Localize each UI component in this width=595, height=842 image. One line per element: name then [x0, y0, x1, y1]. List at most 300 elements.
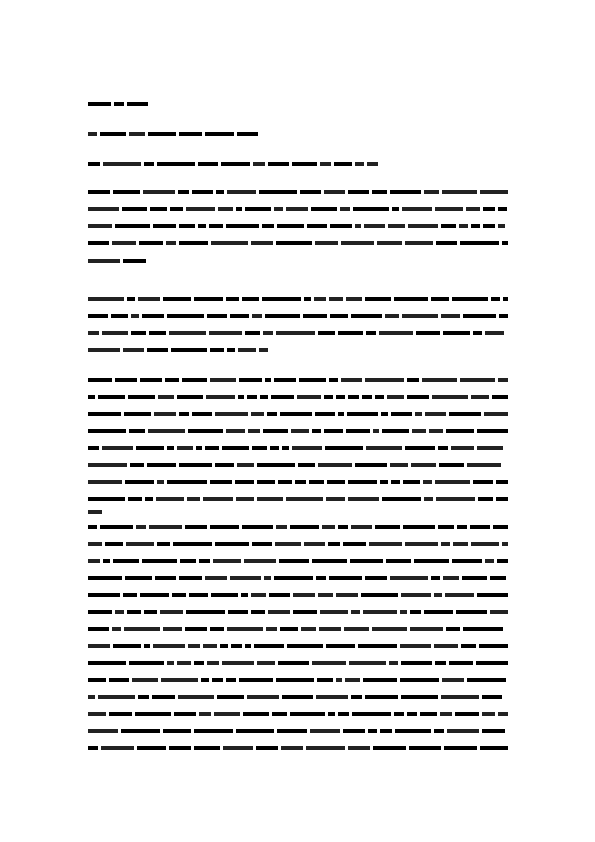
text-word-block: [153, 644, 185, 648]
text-line: [88, 240, 508, 245]
text-word-block: [411, 463, 436, 467]
text-word-block: [125, 480, 154, 484]
text-word-block: [422, 378, 457, 382]
text-word-block: [420, 712, 437, 716]
text-word-block: [341, 378, 362, 382]
text-word-block: [177, 395, 203, 399]
text-word-block: [351, 525, 372, 529]
text-word-block: [382, 497, 421, 501]
text-word-block: [326, 497, 345, 501]
text-word-block: [387, 395, 404, 399]
text-word-block: [223, 746, 253, 750]
text-word-block: [126, 542, 154, 546]
text-word-block: [128, 395, 155, 399]
text-word-block: [123, 259, 146, 263]
text-word-block: [328, 712, 335, 716]
text-word-block: [293, 610, 317, 614]
text-word-block: [245, 331, 260, 335]
text-word-block: [441, 314, 460, 318]
text-word-block: [400, 678, 439, 682]
text-word-block: [199, 712, 211, 716]
text-word-block: [391, 480, 400, 484]
text-word-block: [276, 678, 314, 682]
text-word-block: [201, 678, 209, 682]
text-word-block: [292, 162, 317, 166]
text-word-block: [348, 190, 369, 194]
text-word-block: [185, 525, 207, 529]
text-word-block: [414, 559, 449, 563]
text-word-block: [493, 525, 508, 529]
text-word-block: [304, 542, 325, 546]
text-word-block: [180, 559, 196, 563]
text-word-block: [196, 446, 202, 450]
text-word-block: [206, 395, 235, 399]
text-word-block: [442, 678, 464, 682]
text-word-block: [239, 378, 262, 382]
text-word-block: [355, 224, 361, 228]
text-word-block: [441, 224, 456, 228]
text-word-block: [251, 241, 273, 245]
text-word-block: [125, 576, 152, 580]
text-word-block: [218, 207, 233, 211]
text-word-block: [158, 395, 174, 399]
text-word-block: [278, 480, 292, 484]
text-word-block: [194, 297, 223, 301]
text-line: [88, 161, 378, 166]
text-word-block: [303, 314, 327, 318]
text-word-block: [436, 241, 457, 245]
text-word-block: [271, 395, 294, 399]
text-word-block: [338, 712, 349, 716]
text-word-block: [194, 746, 220, 750]
text-word-block: [203, 644, 217, 648]
text-word-block: [483, 207, 495, 211]
text-word-block: [365, 297, 391, 301]
text-word-block: [480, 190, 508, 194]
text-word-block: [112, 627, 121, 631]
text-word-block: [447, 729, 479, 733]
text-word-block: [324, 429, 343, 433]
text-word-block: [502, 241, 508, 245]
text-word-block: [227, 627, 263, 631]
text-word-block: [401, 695, 438, 699]
text-word-block: [365, 576, 387, 580]
text-word-block: [277, 224, 304, 228]
text-line: [88, 728, 508, 733]
text-word-block: [252, 446, 267, 450]
text-word-block: [213, 559, 241, 563]
text-word-block: [434, 644, 458, 648]
text-word-block: [211, 241, 248, 245]
text-word-block: [346, 297, 362, 301]
text-word-block: [171, 348, 207, 352]
text-word-block: [144, 610, 157, 614]
text-word-block: [139, 241, 163, 245]
text-word-block: [292, 446, 322, 450]
text-word-block: [318, 463, 352, 467]
text-word-block: [88, 241, 109, 245]
text-word-block: [215, 463, 234, 467]
text-word-block: [382, 429, 409, 433]
text-word-block: [496, 497, 508, 501]
text-word-block: [338, 331, 363, 335]
text-word-block: [131, 314, 139, 318]
text-word-block: [88, 348, 120, 352]
text-word-block: [441, 695, 479, 699]
text-word-block: [226, 297, 239, 301]
text-word-block: [348, 746, 370, 750]
text-word-block: [88, 259, 120, 263]
text-word-block: [369, 542, 402, 546]
text-word-block: [473, 331, 482, 335]
text-word-block: [179, 463, 212, 467]
text-word-block: [144, 644, 150, 648]
text-word-block: [334, 162, 352, 166]
text-word-block: [386, 559, 411, 563]
text-word-block: [343, 729, 365, 733]
text-word-block: [88, 627, 109, 631]
text-word-block: [394, 712, 404, 716]
text-word-block: [449, 661, 473, 665]
text-word-block: [497, 559, 508, 563]
text-word-block: [210, 348, 224, 352]
text-word-block: [446, 429, 474, 433]
text-word-block: [113, 559, 139, 563]
text-word-block: [498, 712, 508, 716]
text-word-block: [257, 480, 275, 484]
text-word-block: [102, 331, 128, 335]
text-word-block: [124, 627, 160, 631]
text-word-block: [435, 480, 470, 484]
text-word-block: [272, 712, 287, 716]
text-word-block: [318, 593, 333, 597]
text-word-block: [136, 446, 164, 450]
text-word-block: [177, 661, 191, 665]
text-word-block: [152, 695, 175, 699]
text-word-block: [251, 610, 265, 614]
text-word-block: [205, 446, 219, 450]
text-word-block: [274, 207, 283, 211]
text-word-block: [320, 162, 331, 166]
text-line: [88, 131, 258, 136]
text-word-block: [205, 132, 234, 136]
text-word-block: [103, 162, 141, 166]
text-word-block: [179, 132, 202, 136]
text-word-block: [306, 746, 345, 750]
text-word-block: [484, 412, 508, 416]
text-word-block: [336, 395, 345, 399]
text-word-block: [245, 644, 251, 648]
text-line: [88, 223, 508, 228]
text-word-block: [435, 207, 463, 211]
text-word-block: [259, 190, 297, 194]
text-line: [88, 101, 148, 106]
text-word-block: [88, 497, 125, 501]
text-word-block: [318, 331, 335, 335]
text-word-block: [231, 644, 242, 648]
text-word-block: [365, 378, 404, 382]
text-word-block: [290, 712, 325, 716]
text-word-block: [415, 412, 422, 416]
text-word-block: [247, 695, 279, 699]
text-word-block: [460, 241, 499, 245]
text-word-block: [123, 348, 144, 352]
text-word-block: [128, 497, 142, 501]
text-word-block: [492, 395, 508, 399]
text-word-block: [304, 297, 311, 301]
text-word-block: [115, 224, 150, 228]
text-word-block: [115, 378, 137, 382]
text-word-block: [451, 446, 474, 450]
text-word-block: [88, 559, 100, 563]
text-word-block: [351, 610, 360, 614]
text-word-block: [336, 678, 342, 682]
text-word-block: [476, 661, 508, 665]
text-word-block: [230, 314, 249, 318]
text-word-block: [153, 224, 176, 228]
text-word-block: [221, 162, 250, 166]
text-word-block: [163, 627, 182, 631]
text-line: [88, 509, 102, 514]
text-word-block: [348, 480, 377, 484]
text-word-block: [194, 661, 204, 665]
text-line: [88, 189, 508, 194]
text-word-block: [248, 429, 260, 433]
text-word-block: [410, 627, 443, 631]
text-word-block: [498, 224, 505, 228]
text-word-block: [299, 378, 326, 382]
text-word-block: [366, 446, 402, 450]
text-word-block: [344, 627, 369, 631]
text-word-block: [247, 395, 257, 399]
text-word-block: [227, 190, 256, 194]
text-line: [88, 575, 508, 580]
text-word-block: [352, 712, 391, 716]
text-word-block: [167, 480, 207, 484]
text-word-block: [122, 207, 147, 211]
text-word-block: [480, 746, 508, 750]
text-word-block: [239, 678, 273, 682]
text-word-block: [88, 331, 99, 335]
text-word-block: [330, 224, 352, 228]
text-word-block: [373, 429, 379, 433]
text-word-block: [259, 348, 268, 352]
text-line: [88, 479, 508, 484]
text-word-block: [391, 412, 412, 416]
text-word-block: [345, 678, 360, 682]
text-word-block: [88, 190, 110, 194]
text-word-block: [88, 610, 112, 614]
text-word-block: [327, 480, 345, 484]
text-word-block: [380, 729, 392, 733]
text-word-block: [385, 314, 399, 318]
text-word-block: [438, 446, 448, 450]
text-word-block: [379, 331, 413, 335]
text-word-block: [205, 576, 227, 580]
text-word-block: [388, 224, 405, 228]
text-word-block: [295, 480, 306, 484]
text-line: [88, 626, 508, 631]
text-word-block: [147, 463, 176, 467]
text-word-block: [324, 395, 333, 399]
text-word-block: [444, 746, 477, 750]
text-line: [88, 609, 508, 614]
text-word-block: [351, 314, 382, 318]
text-word-block: [446, 627, 460, 631]
text-word-block: [329, 297, 343, 301]
text-word-block: [463, 314, 496, 318]
text-word-block: [114, 102, 124, 106]
text-word-block: [129, 661, 164, 665]
text-word-block: [236, 729, 274, 733]
text-word-block: [111, 314, 128, 318]
text-word-block: [470, 525, 490, 529]
text-word-block: [182, 378, 207, 382]
text-word-block: [251, 412, 264, 416]
text-word-block: [172, 593, 186, 597]
text-word-block: [166, 241, 176, 245]
text-word-block: [210, 378, 236, 382]
text-word-block: [434, 593, 442, 597]
text-word-block: [242, 297, 259, 301]
text-word-block: [237, 463, 254, 467]
text-word-block: [425, 412, 446, 416]
text-word-block: [88, 132, 97, 136]
text-word-block: [297, 395, 321, 399]
text-word-block: [88, 207, 119, 211]
text-word-block: [276, 331, 315, 335]
text-word-block: [88, 576, 122, 580]
text-line: [88, 313, 508, 318]
text-word-block: [88, 729, 118, 733]
text-word-block: [127, 610, 141, 614]
text-word-block: [353, 207, 389, 211]
text-word-block: [405, 241, 433, 245]
text-word-block: [100, 525, 133, 529]
text-word-block: [226, 678, 236, 682]
text-word-block: [112, 241, 136, 245]
text-word-block: [129, 429, 145, 433]
text-word-block: [389, 661, 398, 665]
text-word-block: [392, 207, 399, 211]
text-word-block: [140, 593, 169, 597]
text-word-block: [375, 395, 384, 399]
text-line: [88, 643, 508, 648]
text-word-block: [148, 132, 176, 136]
text-word-block: [236, 207, 242, 211]
text-word-block: [252, 314, 262, 318]
text-word-block: [490, 576, 506, 580]
text-word-block: [100, 132, 126, 136]
text-word-block: [215, 412, 248, 416]
text-word-block: [127, 102, 148, 106]
text-word-block: [439, 463, 464, 467]
text-word-block: [362, 395, 372, 399]
text-word-block: [188, 429, 223, 433]
text-word-block: [367, 162, 378, 166]
text-word-block: [268, 162, 289, 166]
text-word-block: [298, 463, 315, 467]
text-word-block: [372, 190, 387, 194]
text-word-block: [462, 576, 487, 580]
text-word-block: [499, 314, 508, 318]
text-line: [88, 206, 508, 211]
text-line: [88, 296, 508, 301]
text-line: [88, 677, 508, 682]
text-word-block: [455, 712, 479, 716]
text-word-block: [440, 712, 452, 716]
text-word-block: [498, 378, 508, 382]
text-word-block: [210, 525, 239, 529]
text-word-block: [135, 712, 171, 716]
text-word-block: [445, 593, 474, 597]
text-word-block: [137, 746, 166, 750]
text-word-block: [395, 729, 431, 733]
text-word-block: [230, 576, 261, 580]
text-word-block: [485, 331, 504, 335]
text-word-block: [269, 593, 290, 597]
text-word-block: [88, 510, 102, 514]
text-word-block: [368, 729, 377, 733]
text-word-block: [482, 695, 502, 699]
text-word-block: [101, 746, 134, 750]
text-word-block: [88, 695, 95, 699]
text-word-block: [105, 542, 123, 546]
text-line: [88, 462, 508, 467]
text-word-block: [372, 627, 407, 631]
text-word-block: [319, 627, 341, 631]
text-word-block: [140, 378, 162, 382]
text-word-block: [381, 412, 388, 416]
text-word-block: [405, 542, 438, 546]
text-word-block: [380, 480, 388, 484]
text-word-block: [452, 559, 482, 563]
text-word-block: [127, 297, 135, 301]
text-word-block: [301, 627, 316, 631]
text-word-block: [453, 542, 468, 546]
text-word-block: [390, 576, 428, 580]
text-word-block: [131, 331, 146, 335]
text-word-block: [185, 627, 207, 631]
text-line: [88, 711, 508, 716]
text-word-block: [174, 712, 196, 716]
text-word-block: [187, 497, 200, 501]
text-word-block: [177, 446, 193, 450]
text-word-block: [143, 190, 175, 194]
text-word-block: [316, 695, 348, 699]
text-word-block: [254, 644, 284, 648]
text-word-block: [186, 207, 215, 211]
text-word-block: [209, 224, 223, 228]
text-word-block: [496, 480, 508, 484]
text-word-block: [482, 712, 495, 716]
text-word-block: [142, 314, 164, 318]
text-word-block: [88, 429, 126, 433]
text-word-block: [466, 207, 480, 211]
text-word-block: [237, 132, 258, 136]
text-word-block: [315, 412, 335, 416]
text-word-block: [274, 576, 313, 580]
text-word-block: [238, 348, 256, 352]
text-word-block: [88, 712, 106, 716]
text-word-block: [194, 729, 233, 733]
text-word-block: [483, 224, 495, 228]
text-word-block: [198, 162, 218, 166]
text-word-block: [161, 678, 198, 682]
text-word-block: [424, 190, 439, 194]
text-word-block: [491, 297, 500, 301]
text-word-block: [314, 297, 326, 301]
